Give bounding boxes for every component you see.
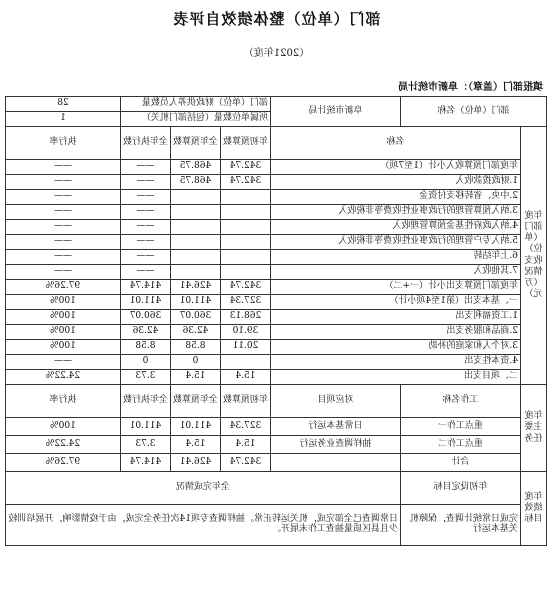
budget-row-initial: 20.11 [220, 340, 270, 355]
budget-row-rate: —— [5, 265, 120, 280]
sub-unit-value: 1 [5, 112, 120, 127]
goals-section-label: 年度绩效目标 [521, 472, 547, 546]
goals-header-result: 全年完成情况 [5, 472, 400, 505]
budget-header-initial: 年初预算数 [220, 127, 270, 160]
budget-row-executed: —— [120, 175, 170, 190]
budget-row-initial: 342.74 [220, 280, 270, 295]
budget-row-name: 3.纳入预算管理的行政事业性收费等非税收入 [270, 205, 520, 220]
budget-row-annual: 426.41 [170, 280, 220, 295]
budget-header-executed: 全年执行数 [120, 127, 170, 160]
task-row-initial: 327.34 [220, 418, 270, 436]
budget-row-executed: —— [120, 220, 170, 235]
budget-row-name: 一、基本支出（第1至4项小计） [270, 295, 520, 310]
budget-header-annual: 全年预算数 [170, 127, 220, 160]
goals-initial-text: 完成日常统计调查，保障机关基本运行 [400, 505, 520, 546]
budget-row-name: 年度部门预算收入小计（1至7项） [270, 160, 520, 175]
budget-row-initial: 342.74 [220, 175, 270, 190]
budget-row-annual: 360.07 [170, 310, 220, 325]
budget-row-name: 3.对个人和家庭的补助 [270, 340, 520, 355]
budget-row-executed: —— [120, 190, 170, 205]
tasks-header-rate: 执行率 [5, 385, 120, 418]
budget-row [5, 175, 546, 190]
budget-row-initial: 342.74 [220, 160, 270, 175]
budget-row-annual [170, 205, 220, 220]
budget-row-initial: 15.4 [220, 370, 270, 385]
budget-row-executed: 414.74 [120, 280, 170, 295]
task-row-initial: 15.4 [220, 436, 270, 454]
task-row-annual: 15.4 [170, 436, 220, 454]
budget-row-executed: —— [120, 205, 170, 220]
budget-row-rate: 24.22% [5, 370, 120, 385]
task-row [5, 454, 546, 472]
task-row-name: 合计 [400, 454, 520, 472]
budget-row-initial [220, 190, 270, 205]
task-row-rate: 100% [5, 418, 120, 436]
budget-row-initial: 39.10 [220, 325, 270, 340]
budget-row-name: 2.中央、省转移支付资金 [270, 190, 520, 205]
budget-row [5, 190, 546, 205]
budget-row-rate: —— [5, 235, 120, 250]
budget-row-name: 1.工资福利支出 [270, 310, 520, 325]
budget-row [5, 205, 546, 220]
budget-row-executed: —— [120, 160, 170, 175]
budget-row-rate: —— [5, 220, 120, 235]
budget-row-annual [170, 250, 220, 265]
tasks-header-annual: 全年预算数 [170, 385, 220, 418]
task-row-executed: 411.01 [120, 418, 170, 436]
budget-row-name: 4.资本性支出 [270, 355, 520, 370]
budget-row-executed: 411.01 [120, 295, 170, 310]
task-row-annual: 411.01 [170, 418, 220, 436]
page-title: 部门（单位）整体绩效自评表 [172, 10, 381, 28]
budget-row-rate: 97.26% [5, 280, 120, 295]
budget-row-annual: 15.4 [170, 370, 220, 385]
budget-row-annual: 0 [170, 355, 220, 370]
budget-row-rate: 100% [5, 295, 120, 310]
budget-row-executed: 42.36 [120, 325, 170, 340]
tasks-header-project: 对应项目 [270, 385, 400, 418]
task-row-name: 重点工作二 [400, 436, 520, 454]
budget-row-annual [170, 265, 220, 280]
budget-header-name: 名称 [270, 127, 520, 160]
budget-row-rate: —— [5, 205, 120, 220]
task-row-rate: 97.26% [5, 454, 120, 472]
budget-row-initial [220, 355, 270, 370]
budget-row-rate: —— [5, 160, 120, 175]
unit-name-label: 部门（单位）名称 [400, 97, 546, 127]
budget-row [5, 340, 546, 355]
task-row [5, 418, 546, 436]
budget-row [5, 325, 546, 340]
tasks-header-initial: 年初预算数 [220, 385, 270, 418]
staff-label: 部门（单位）财政供养人员数量 [120, 97, 270, 112]
budget-row-annual: 468.75 [170, 160, 220, 175]
budget-row-rate: 100% [5, 310, 120, 325]
budget-row-name: 年度部门预算支出小计（一+二） [270, 280, 520, 295]
task-row [5, 436, 546, 454]
budget-row-executed: 3.73 [120, 370, 170, 385]
budget-row [5, 250, 546, 265]
budget-row-rate: —— [5, 250, 120, 265]
budget-row-annual: 8.58 [170, 340, 220, 355]
budget-row [5, 265, 546, 280]
budget-row-annual: 42.36 [170, 325, 220, 340]
budget-row-rate: —— [5, 175, 120, 190]
unit-name-value: 阜新市统计局 [270, 97, 400, 127]
budget-row-executed: —— [120, 235, 170, 250]
budget-row-name: 二、项目支出 [270, 370, 520, 385]
budget-row [5, 235, 546, 250]
task-row-executed: 3.73 [120, 436, 170, 454]
budget-row-initial [220, 235, 270, 250]
budget-row-name: 6.上年结转 [270, 250, 520, 265]
budget-row-executed: 0 [120, 355, 170, 370]
budget-row-name: 2.商品和服务支出 [270, 325, 520, 340]
budget-row-initial [220, 265, 270, 280]
budget-row-name: 4.纳入政府性基金预算管理收入 [270, 220, 520, 235]
task-row-project [270, 454, 400, 472]
tasks-header-executed: 全年执行数 [120, 385, 170, 418]
goals-result-text: 日常调查已全部完成，机关运转正常。抽样调查专项14次任务全完成，由于疫情影响，开展培训较少且县区质量抽查工作未展开。 [5, 505, 400, 546]
budget-row-rate: —— [5, 190, 120, 205]
budget-row-annual [170, 220, 220, 235]
task-row-name: 重点工作一 [400, 418, 520, 436]
tasks-header-name: 工作名称 [400, 385, 520, 418]
budget-row-initial [220, 205, 270, 220]
task-row-rate: 24.22% [5, 436, 120, 454]
task-row-executed: 414.74 [120, 454, 170, 472]
task-row-initial: 342.74 [220, 454, 270, 472]
budget-row-annual: 468.75 [170, 175, 220, 190]
budget-row-executed: —— [120, 265, 170, 280]
tasks-section-label: 年度主要任务 [521, 385, 547, 472]
task-row-project: 日常基本运行 [270, 418, 400, 436]
budget-row-annual [170, 235, 220, 250]
budget-row-initial [220, 220, 270, 235]
goals-header-initial: 年初设定目标 [400, 472, 520, 505]
budget-row-rate: —— [5, 355, 120, 370]
budget-row [5, 280, 546, 295]
budget-row-rate: 100% [5, 340, 120, 355]
budget-row [5, 370, 546, 385]
task-row-project: 抽样调查业务运行 [270, 436, 400, 454]
budget-row-initial: 268.13 [220, 310, 270, 325]
budget-row-executed: 360.07 [120, 310, 170, 325]
budget-row-initial [220, 250, 270, 265]
budget-row [5, 160, 546, 175]
budget-section-label: 年度部门（单位）收支情况（万元） [521, 127, 547, 385]
filler-label: 填报部门（盖章）：阜新市统计局 [398, 82, 543, 93]
budget-row [5, 355, 546, 370]
budget-row-annual [170, 190, 220, 205]
budget-row [5, 310, 546, 325]
budget-row [5, 220, 546, 235]
budget-row-name: 1.财政拨款收入 [270, 175, 520, 190]
budget-row-name: 7.其他收入 [270, 265, 520, 280]
task-row-annual: 426.41 [170, 454, 220, 472]
year-label: （2021年度） [243, 48, 310, 59]
budget-row-name: 5.纳入专户管理的行政事业性收费等非税收入 [270, 235, 520, 250]
budget-header-rate: 执行率 [5, 127, 120, 160]
budget-row-rate: 100% [5, 325, 120, 340]
budget-row [5, 295, 546, 310]
budget-row-annual: 411.01 [170, 295, 220, 310]
budget-row-executed: —— [120, 250, 170, 265]
budget-row-executed: 8.58 [120, 340, 170, 355]
budget-row-initial: 327.34 [220, 295, 270, 310]
evaluation-table [5, 96, 547, 546]
sub-unit-label: 所属单位数量（包括部门机关） [120, 112, 270, 127]
staff-value: 28 [5, 97, 120, 112]
